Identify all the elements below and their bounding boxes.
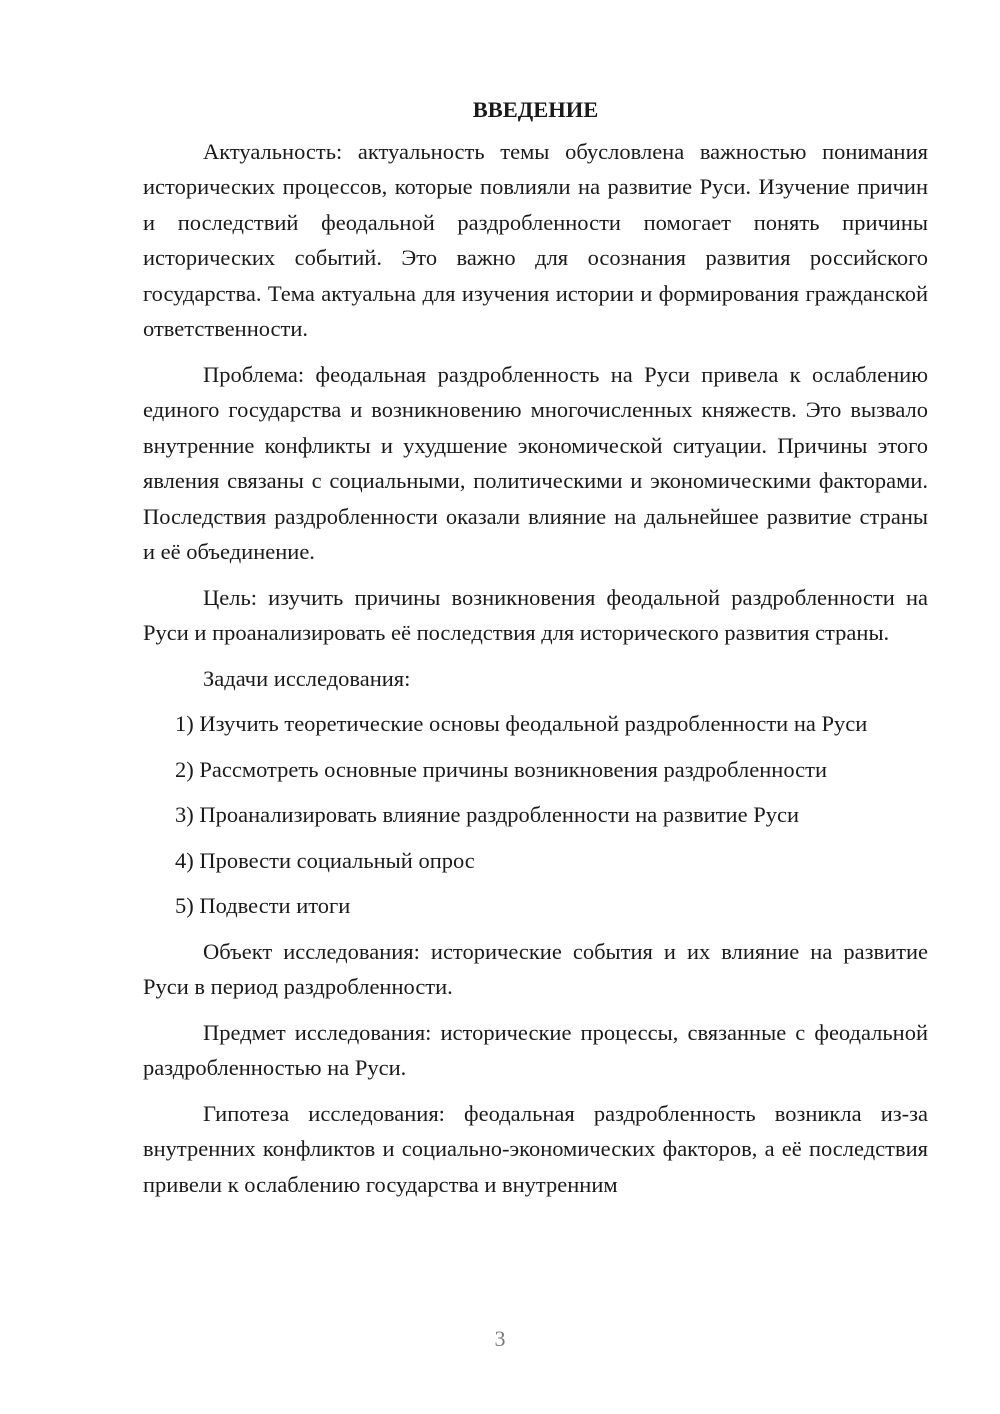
- list-item: 5) Подвести итоги: [175, 893, 351, 918]
- document-page: [143, 92, 928, 1212]
- page-number: 3: [494, 1326, 506, 1351]
- paragraph-object: Объект исследования: исторические события и их влияние на развитие Руси в период раздробленности.: [143, 938, 928, 999]
- list-item: 1) Изучить теоретические основы феодальной раздробленности на Руси: [175, 711, 868, 736]
- section-title: ВВЕДЕНИЕ: [472, 97, 599, 122]
- paragraph-relevance: Актуальность: актуальность темы обусловлена важностью понимания исторических процессов, которые повлияли на развитие Руси. Изучение причин и последствий феодальной раздробленности помогает понять причины исторических событий. Это важно для осознания развития российского государства. Тема актуальна для изучения истории и формирования гражданской ответственности.: [143, 138, 928, 341]
- paragraph-goal: Цель: изучить причины возникновения феодальной раздробленности на Руси и проанализировать её последствия для исторического развития страны.: [143, 584, 928, 645]
- paragraph-hypothesis: Гипотеза исследования: феодальная раздробленность возникла из-за внутренних конфликтов и социально-экономических факторов, а её последствия привели к ослаблению государства и внутренним: [143, 1100, 928, 1197]
- list-item: 4) Провести социальный опрос: [175, 847, 475, 873]
- list-item: 2) Рассмотреть основные причины возникновения раздробленности: [175, 756, 828, 782]
- tasks-list: [143, 706, 928, 924]
- paragraph-problem: Проблема: феодальная раздробленность на Руси привела к ослаблению единого государства и возникновению многочисленных княжеств. Это вызвало внутренние конфликты и ухудшение экономической ситуации. Причины этого явления связаны с социальными, политическими и экономическими факторами. Последствия раздробленности оказали влияние на дальнейшее развитие страны и её объединение.: [143, 361, 928, 564]
- tasks-heading: Задачи исследования:: [203, 665, 411, 691]
- paragraph-subject: Предмет исследования: исторические процессы, связанные с феодальной раздробленностью на Руси.: [143, 1019, 928, 1080]
- list-item: 3) Проанализировать влияние раздробленности на развитие Руси: [175, 802, 799, 827]
